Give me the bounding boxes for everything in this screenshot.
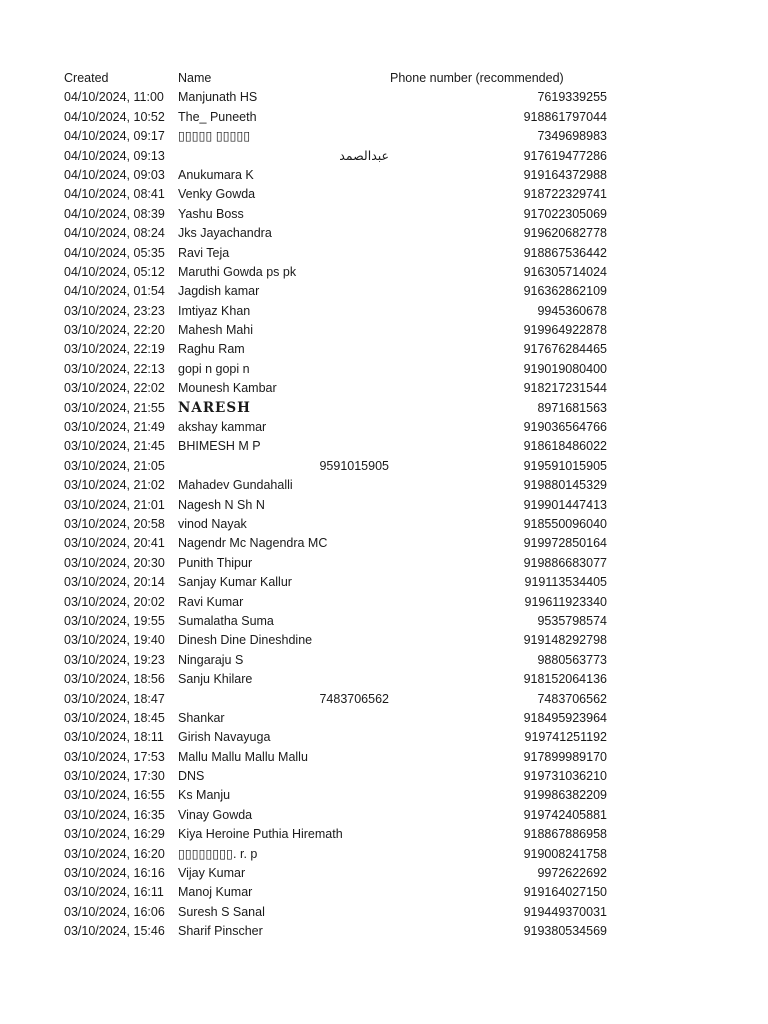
name-cell: Nagesh N Sh N [178,497,265,512]
table-row [0,554,768,573]
header-created: Created [64,71,109,85]
name-cell: Yashu Boss [178,206,244,221]
name-cell: DNS [178,769,205,784]
table-row [0,651,768,670]
created-cell: 03/10/2024, 18:47 [64,691,165,706]
created-cell: 03/10/2024, 19:55 [64,613,165,628]
created-cell: 03/10/2024, 20:58 [64,516,165,531]
created-cell: 03/10/2024, 21:02 [64,478,165,493]
table-row [0,224,768,243]
phone-cell: 919611923340 [524,594,607,609]
phone-cell: 919731036210 [523,769,607,784]
created-cell: 03/10/2024, 18:45 [64,710,165,725]
phone-cell: 918722329741 [523,187,607,202]
name-cell: Sharif Pinscher [178,924,263,939]
name-cell: Vinay Gowda [178,807,253,822]
phone-cell: 919964922878 [523,323,607,338]
phone-cell: 917899989170 [523,749,607,764]
created-cell: 03/10/2024, 18:11 [64,730,164,745]
table-row [0,418,768,437]
phone-cell: 918867536442 [523,245,607,260]
phone-cell: 919113534405 [524,575,607,590]
created-cell: 03/10/2024, 17:53 [64,749,165,764]
table-row [0,282,768,301]
name-cell: Anukumara K [178,167,254,182]
name-cell: Ningaraju S [178,652,244,667]
phone-cell: 9972622692 [537,866,607,881]
table-row [0,883,768,902]
created-cell: 03/10/2024, 20:14 [64,575,165,590]
phone-cell: 919164372988 [523,167,607,182]
created-cell: 04/10/2024, 01:54 [64,284,165,299]
created-cell: 03/10/2024, 21:05 [64,458,165,473]
name-cell: Sumalatha Suma [178,613,274,628]
created-cell: 03/10/2024, 21:55 [64,400,165,415]
name-cell: BHIMESH M P [178,439,261,454]
created-cell: 03/10/2024, 22:20 [64,323,165,338]
table-row [0,185,768,204]
created-cell: 04/10/2024, 08:41 [64,187,165,202]
created-cell: 04/10/2024, 08:24 [64,226,165,241]
phone-cell: 919449370031 [523,904,607,919]
name-cell: vinod Nayak [178,516,247,531]
phone-cell: 919019080400 [523,361,607,376]
name-cell: gopi n gopi n [178,361,250,376]
phone-cell: 919620682778 [523,226,607,241]
created-cell: 03/10/2024, 20:02 [64,594,165,609]
created-cell: 04/10/2024, 08:39 [64,206,165,221]
name-cell: Punith Thipur [178,555,253,570]
header-name: Name [178,71,212,85]
phone-cell: 919591015905 [523,458,607,473]
table-row [0,728,768,747]
name-cell: Shankar [178,710,225,725]
table-row [0,612,768,631]
name-cell: Ks Manju [178,788,231,803]
phone-cell: 8971681563 [537,400,607,415]
contacts-table [0,69,768,942]
table-row [0,205,768,224]
name-cell: Manoj Kumar [178,885,253,900]
phone-cell: 9880563773 [537,652,607,667]
name-cell: Manjunath HS [178,90,258,105]
table-row [0,127,768,146]
table-row [0,922,768,941]
phone-cell: 919742405881 [523,807,607,822]
name-cell: Mallu Mallu Mallu Mallu [178,749,308,764]
table-row [0,825,768,844]
phone-cell: 917676284465 [523,342,607,357]
table-row [0,321,768,340]
name-cell: Suresh S Sanal [178,904,265,919]
phone-cell: 7349698983 [537,129,607,144]
table-row [0,593,768,612]
name-cell: عبدالصمد [339,148,389,163]
phone-cell: 919741251192 [524,730,607,745]
name-cell: The_ Puneeth [178,109,257,124]
created-cell: 03/10/2024, 22:13 [64,361,165,376]
phone-cell: 917022305069 [523,206,607,221]
phone-cell: 9945360678 [537,303,607,318]
created-cell: 03/10/2024, 21:45 [64,439,165,454]
name-cell: Sanjay Kumar Kallur [178,575,292,590]
table-row [0,340,768,359]
phone-cell: 918861797044 [523,109,607,124]
phone-cell: 919164027150 [523,885,607,900]
table-row [0,360,768,379]
phone-cell: 919880145329 [523,478,607,493]
table-row [0,573,768,592]
table-row [0,767,768,786]
phone-cell: 919380534569 [523,924,607,939]
table-row [0,88,768,107]
name-cell: Jks Jayachandra [178,226,272,241]
table-row [0,845,768,864]
table-row [0,903,768,922]
created-cell: 03/10/2024, 21:01 [64,497,165,512]
name-cell: Vijay Kumar [178,866,246,881]
created-cell: 03/10/2024, 19:23 [64,652,165,667]
table-row [0,166,768,185]
table-row [0,399,768,418]
name-cell: Imtiyaz Khan [178,303,251,318]
phone-cell: 919986382209 [523,788,607,803]
phone-cell: 919008241758 [523,846,607,861]
table-row [0,147,768,166]
name-cell: Ravi Teja [178,245,230,260]
phone-cell: 919036564766 [523,420,607,435]
phone-cell: 918217231544 [523,381,607,396]
created-cell: 03/10/2024, 16:29 [64,827,165,842]
created-cell: 03/10/2024, 16:11 [64,885,164,900]
created-cell: 03/10/2024, 15:46 [64,924,165,939]
name-cell: Mahesh Mahi [178,323,254,338]
table-row [0,476,768,495]
table-row [0,786,768,805]
name-cell: Girish Navayuga [178,730,271,745]
phone-cell: 9535798574 [537,613,607,628]
phone-cell: 919901447413 [523,497,607,512]
table-row [0,437,768,456]
table-row [0,515,768,534]
created-cell: 04/10/2024, 09:13 [64,148,165,163]
created-cell: 03/10/2024, 16:55 [64,788,165,803]
phone-cell: 7483706562 [537,691,607,706]
table-row [0,379,768,398]
table-row [0,864,768,883]
name-cell: Sanju Khilare [178,672,253,687]
name-cell: Nagendr Mc Nagendra MC [178,536,328,551]
created-cell: 04/10/2024, 05:12 [64,264,165,279]
name-cell: Maruthi Gowda ps pk [178,264,297,279]
table-row [0,496,768,515]
phone-cell: 918152064136 [523,672,607,687]
created-cell: 03/10/2024, 22:19 [64,342,165,357]
created-cell: 03/10/2024, 16:20 [64,846,165,861]
created-cell: 03/10/2024, 18:56 [64,672,165,687]
table-header-row [0,69,768,88]
created-cell: 03/10/2024, 20:41 [64,536,165,551]
created-cell: 03/10/2024, 22:02 [64,381,165,396]
created-cell: 03/10/2024, 19:40 [64,633,165,648]
table-row [0,709,768,728]
phone-cell: 7619339255 [537,90,607,105]
phone-cell: 917619477286 [523,148,607,163]
created-cell: 04/10/2024, 09:17 [64,129,165,144]
table-body [0,88,768,941]
name-cell: Raghu Ram [178,342,245,357]
table-row [0,631,768,650]
phone-cell: 918550096040 [523,516,607,531]
table-row [0,670,768,689]
table-row [0,806,768,825]
table-row [0,690,768,709]
phone-cell: 918618486022 [523,439,607,454]
name-cell: ▯▯▯▯▯▯▯▯. r. p [178,846,258,861]
created-cell: 03/10/2024, 16:06 [64,904,165,919]
table-row [0,302,768,321]
table-row [0,748,768,767]
name-cell: 9591015905 [319,458,389,473]
header-phone: Phone number (recommended) [390,71,564,85]
name-cell: ▯▯▯▯▯ ▯▯▯▯▯ [178,129,251,144]
name-cell: Venky Gowda [178,187,256,202]
phone-cell: 919148292798 [523,633,607,648]
name-cell: Kiya Heroine Puthia Hiremath [178,827,343,842]
phone-cell: 916362862109 [523,284,607,299]
table-row [0,244,768,263]
table-row [0,457,768,476]
created-cell: 03/10/2024, 16:35 [64,807,165,822]
name-cell: Mounesh Kambar [178,381,277,396]
table-row [0,534,768,553]
name-cell: NARESH [178,399,251,416]
name-cell: 7483706562 [319,691,389,706]
name-cell: Ravi Kumar [178,594,244,609]
created-cell: 04/10/2024, 09:03 [64,167,165,182]
created-cell: 04/10/2024, 11:00 [64,90,164,105]
phone-cell: 918495923964 [523,710,607,725]
phone-cell: 918867886958 [523,827,607,842]
table-row [0,108,768,127]
table-row [0,263,768,282]
phone-cell: 919972850164 [523,536,607,551]
name-cell: Mahadev Gundahalli [178,478,293,493]
created-cell: 03/10/2024, 17:30 [64,769,165,784]
name-cell: Dinesh Dine Dineshdine [178,633,313,648]
created-cell: 03/10/2024, 20:30 [64,555,165,570]
created-cell: 04/10/2024, 10:52 [64,109,165,124]
created-cell: 03/10/2024, 16:16 [64,866,165,881]
name-cell: Jagdish kamar [178,284,260,299]
created-cell: 03/10/2024, 23:23 [64,303,165,318]
created-cell: 04/10/2024, 05:35 [64,245,165,260]
created-cell: 03/10/2024, 21:49 [64,420,165,435]
phone-cell: 919886683077 [523,555,607,570]
phone-cell: 916305714024 [523,264,607,279]
name-cell: akshay kammar [178,420,267,435]
